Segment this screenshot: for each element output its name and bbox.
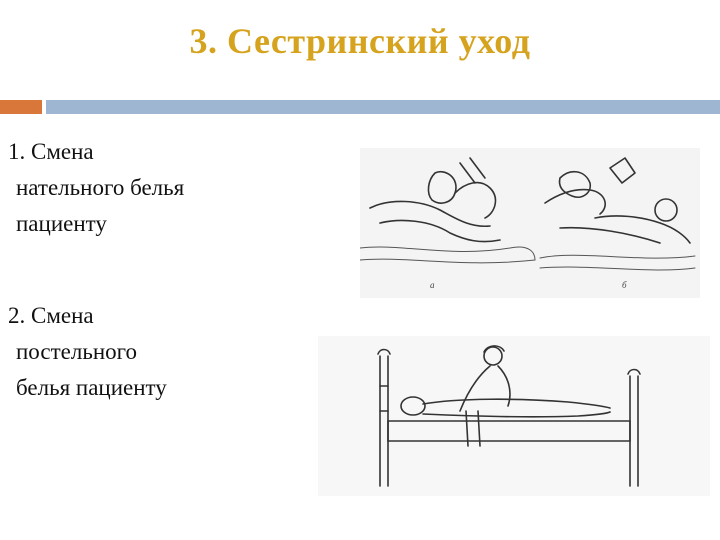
header-divider-bar: [46, 100, 720, 114]
item-line: 1. Смена: [8, 139, 94, 164]
panel-label-b: б: [622, 280, 627, 290]
item-line: нательного белья: [16, 175, 185, 200]
panel-label-a: а: [430, 280, 435, 290]
item-line: белья пациенту: [16, 375, 167, 400]
header-accent-bar: [0, 100, 42, 114]
item-line: 2. Смена: [8, 303, 94, 328]
slide-title: 3. Сестринский уход: [189, 21, 531, 61]
item-line: постельного: [16, 339, 137, 364]
list-item-underwear-change: [8, 134, 184, 242]
illustration-bedding-change: [318, 336, 710, 496]
item-line: пациенту: [16, 211, 107, 236]
list-item-bedding-change: [8, 298, 167, 406]
illustration-shirt-change: [360, 148, 700, 298]
